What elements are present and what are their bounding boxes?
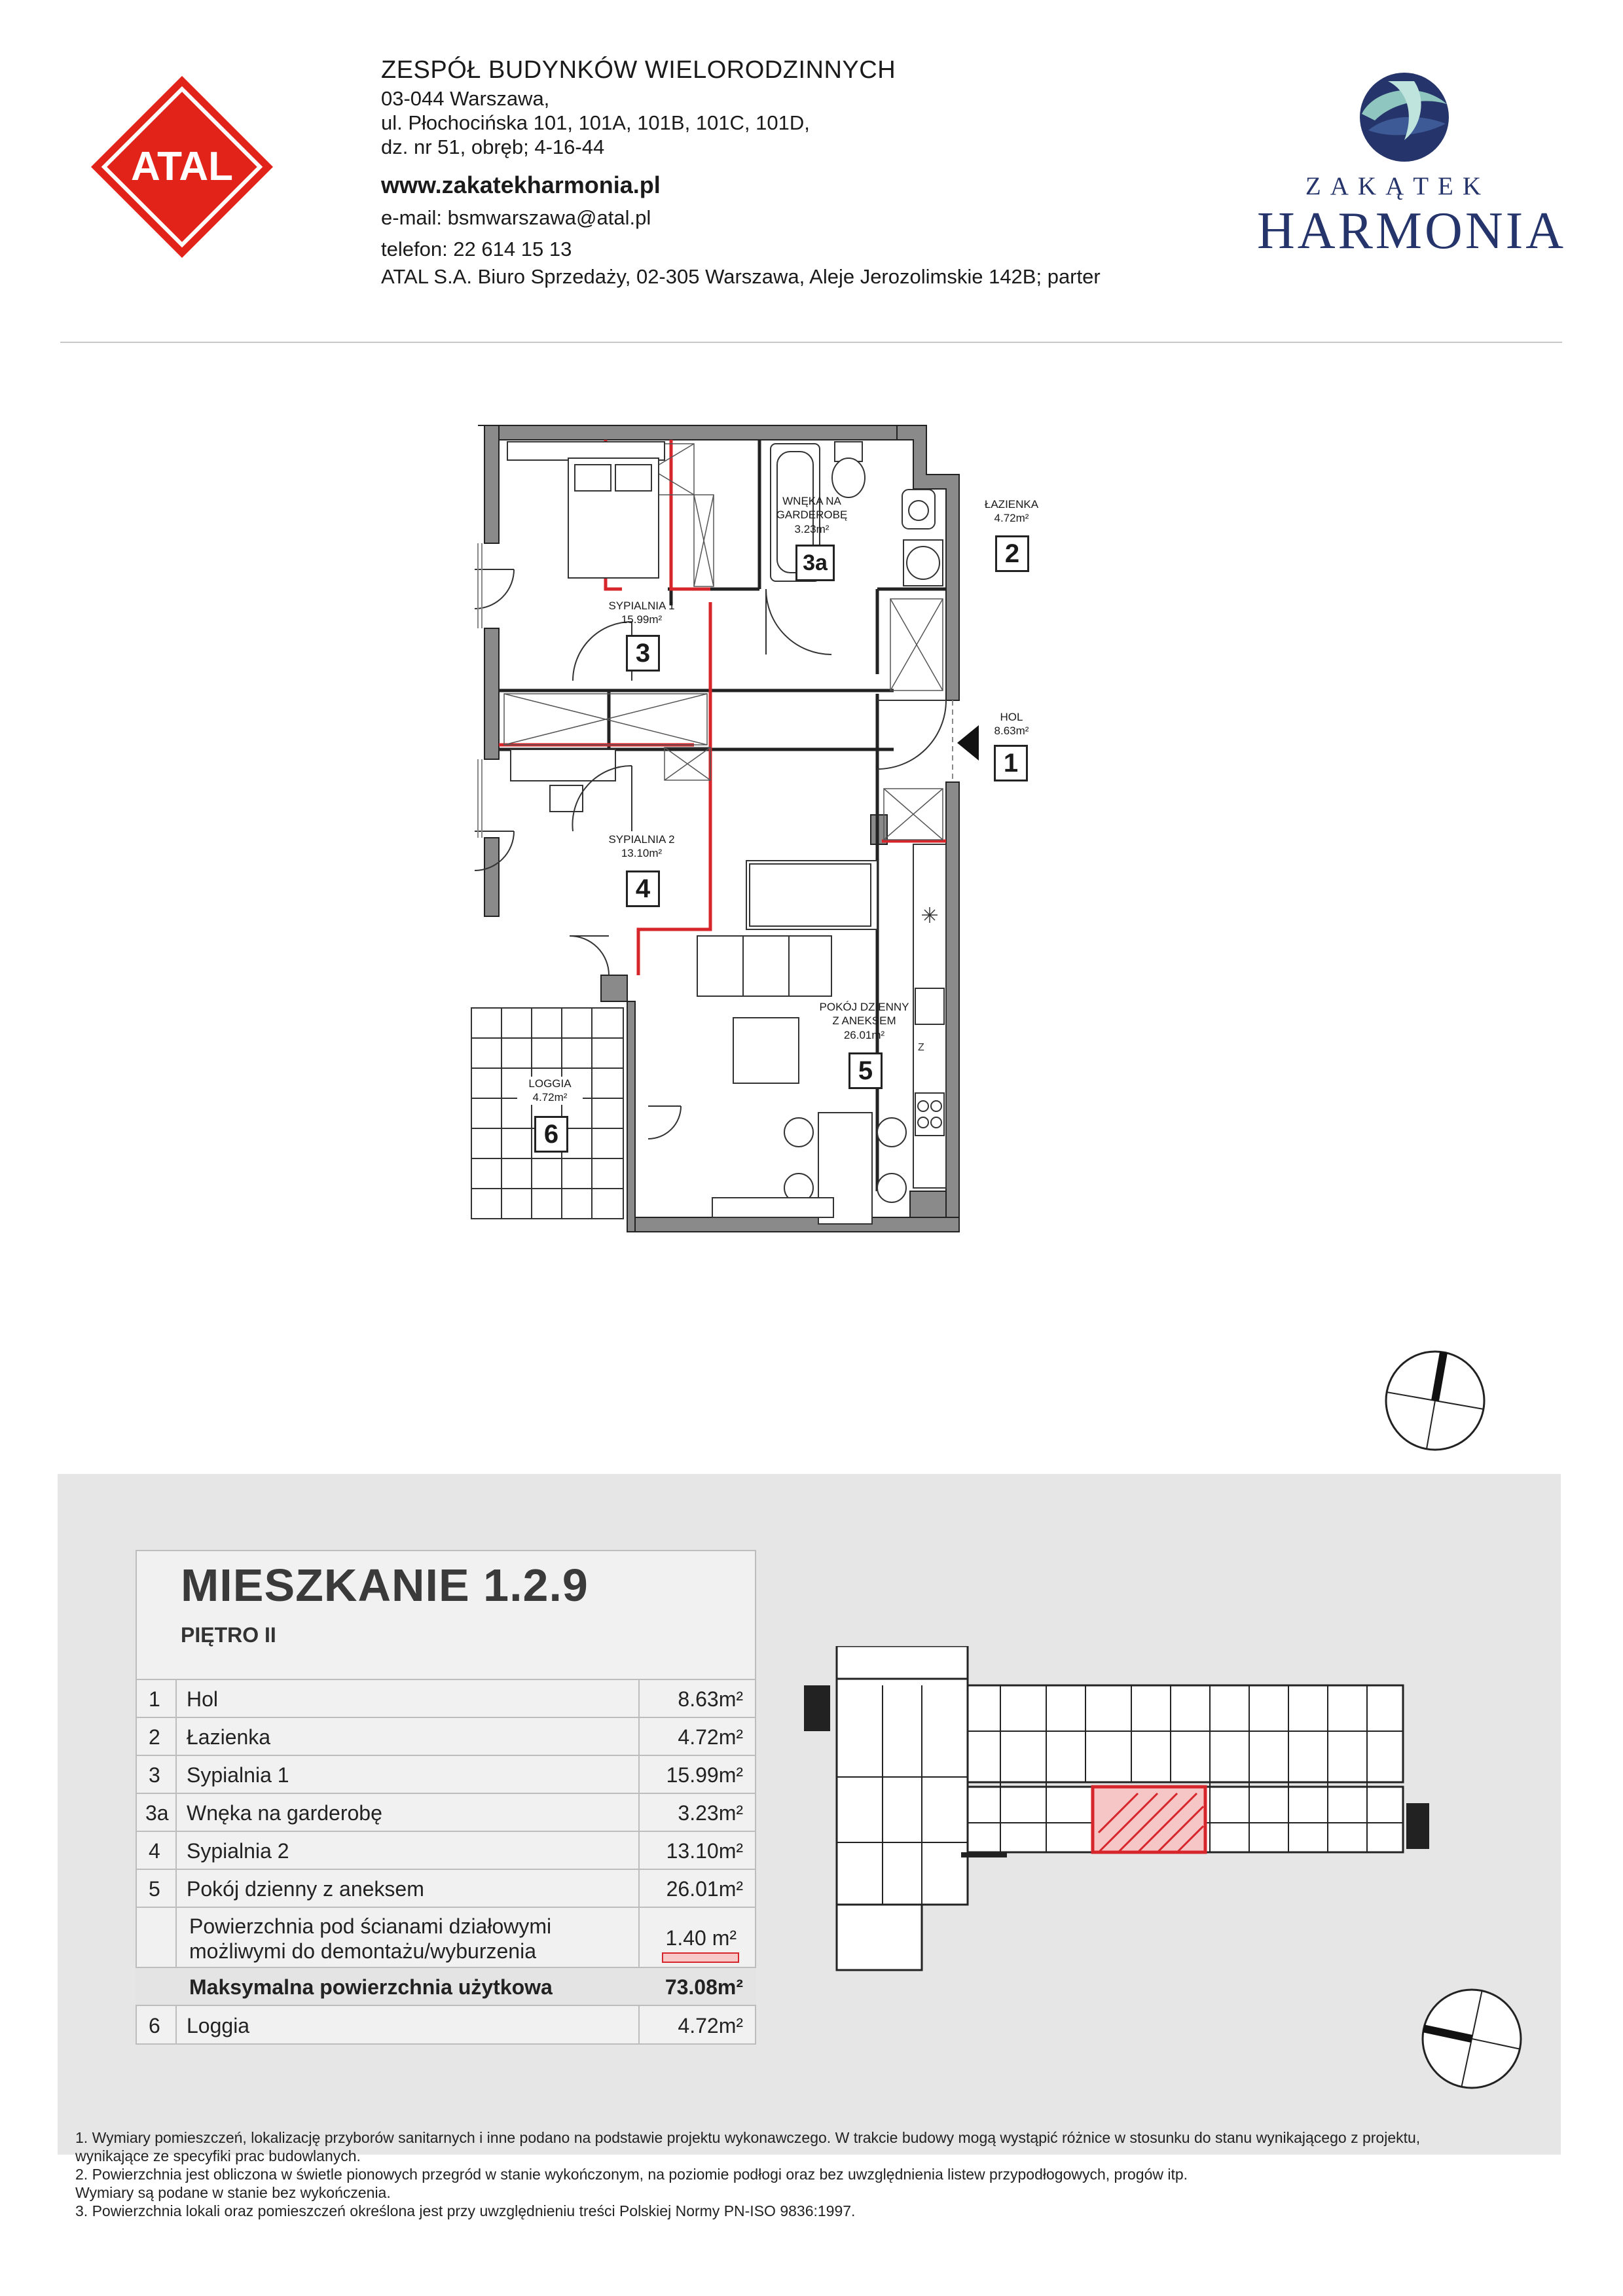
table-row: 1 Hol 8.63m²	[136, 1679, 756, 1718]
room-4-label: SYPIALNIA 2 13.10m²	[608, 833, 675, 860]
max-area-row: Maksymalna powierzchnia użytkowa 73.08m²	[136, 1967, 756, 2006]
room-3a-label: WNĘKA NA GARDEROBĘ 3.23m²	[776, 495, 848, 535]
bed-icon	[507, 442, 665, 578]
room-3-label: SYPIALNIA 1 15.99m²	[608, 600, 675, 626]
table-row: 2 Łazienka 4.72m²	[136, 1717, 756, 1756]
apartment-highlight	[1093, 1787, 1205, 1852]
room-6-number: 6	[534, 1116, 568, 1153]
office-line: ATAL S.A. Biuro Sprzedaży, 02-305 Warszawa, Aleje Jerozolimskie 142B; parter	[381, 265, 1101, 288]
compass-icon-2	[1419, 1986, 1524, 2091]
table-row: 4 Sypialnia 2 13.10m²	[136, 1831, 756, 1870]
apartment-title: MIESZKANIE 1.2.9	[181, 1560, 589, 1611]
room-5-number: 5	[848, 1052, 883, 1089]
room-1-number: 1	[994, 745, 1028, 781]
demolition-walls	[499, 440, 946, 975]
address-line-1: 03-044 Warszawa,	[381, 87, 550, 110]
brand-name-bottom: HARMONIA	[1257, 202, 1566, 260]
room-3a-number: 3a	[795, 545, 835, 581]
table-row: 3 Sypialnia 1 15.99m²	[136, 1755, 756, 1794]
floor-label: PIĘTRO II	[181, 1623, 276, 1647]
website-link[interactable]: www.zakatekharmonia.pl	[381, 171, 661, 198]
demolition-area: 1.40 m²	[665, 1926, 737, 1950]
table-row: 3a Wnęka na garderobę 3.23m²	[136, 1793, 756, 1832]
room-4-number: 4	[626, 870, 660, 907]
room-5-label: POKÓJ DZIENNY Z ANEKSEM 26.01m²	[819, 1001, 909, 1041]
room-6-label: LOGGIA 4.72m²	[517, 1077, 583, 1105]
footnotes: 1. Wymiary pomieszczeń, lokalizację przyborów sanitarnych i inne podano na podstawie projektu wykonawczego. W trakcie budowy mogą wystąpić różnice w stosunku do stanu wynikającego z projektu, wynikające ze specyfiki prac budowlanych. 2. Powierzchnia jest obliczona w świetle pionowych przegród w stanie wykończonym, na poziomie podłogi oraz bez uwzględnienia listew przypodłogowych, progów itp. Wymiary są podane w stanie bez wykończenia. 3. Powierzchnia lokali oraz pomieszczeń określona jest przy uwzględnieniu treści Polskiej Normy PN-ISO 9836:1997.	[75, 2129, 1421, 2220]
kitchen-counter	[913, 844, 946, 1188]
phone-line: telefon: 22 614 15 13	[381, 238, 572, 260]
address-line-2: ul. Płochocińska 101, 101A, 101B, 101C, 101D,	[381, 111, 810, 134]
brand-name-top: ZAKĄTEK	[1305, 172, 1491, 200]
loggia-row: 6 Loggia 4.72m²	[136, 2005, 756, 2045]
table-row: 5 Pokój dzienny z aneksem 26.01m²	[136, 1869, 756, 1908]
atal-logo	[88, 73, 276, 260]
compass-icon	[1383, 1348, 1487, 1453]
loggia-area	[471, 1008, 623, 1219]
room-2-label: ŁAZIENKA 4.72m²	[984, 498, 1039, 525]
address-line-3: dz. nr 51, obręb; 4-16-44	[381, 135, 605, 158]
svg-text:ATAL: ATAL	[130, 144, 234, 189]
building-key-plan	[804, 1646, 1432, 1980]
harmonia-logo-icon	[1349, 68, 1460, 166]
svg-text:Z: Z	[918, 1042, 924, 1053]
demolition-swatch	[662, 1952, 739, 1963]
room-2-number: 2	[995, 535, 1029, 572]
room-3-number: 3	[626, 635, 660, 672]
room-1-label: HOL 8.63m²	[994, 711, 1029, 738]
email-link[interactable]: e-mail: bsmwarszawa@atal.pl	[381, 206, 651, 229]
demolition-row: Powierzchnia pod ścianami działowymi możliwymi do demontażu/wyburzenia 1.40 m²	[136, 1907, 756, 1968]
header-divider	[60, 342, 1562, 343]
project-title: ZESPÓŁ BUDYNKÓW WIELORODZINNYCH	[381, 56, 896, 84]
